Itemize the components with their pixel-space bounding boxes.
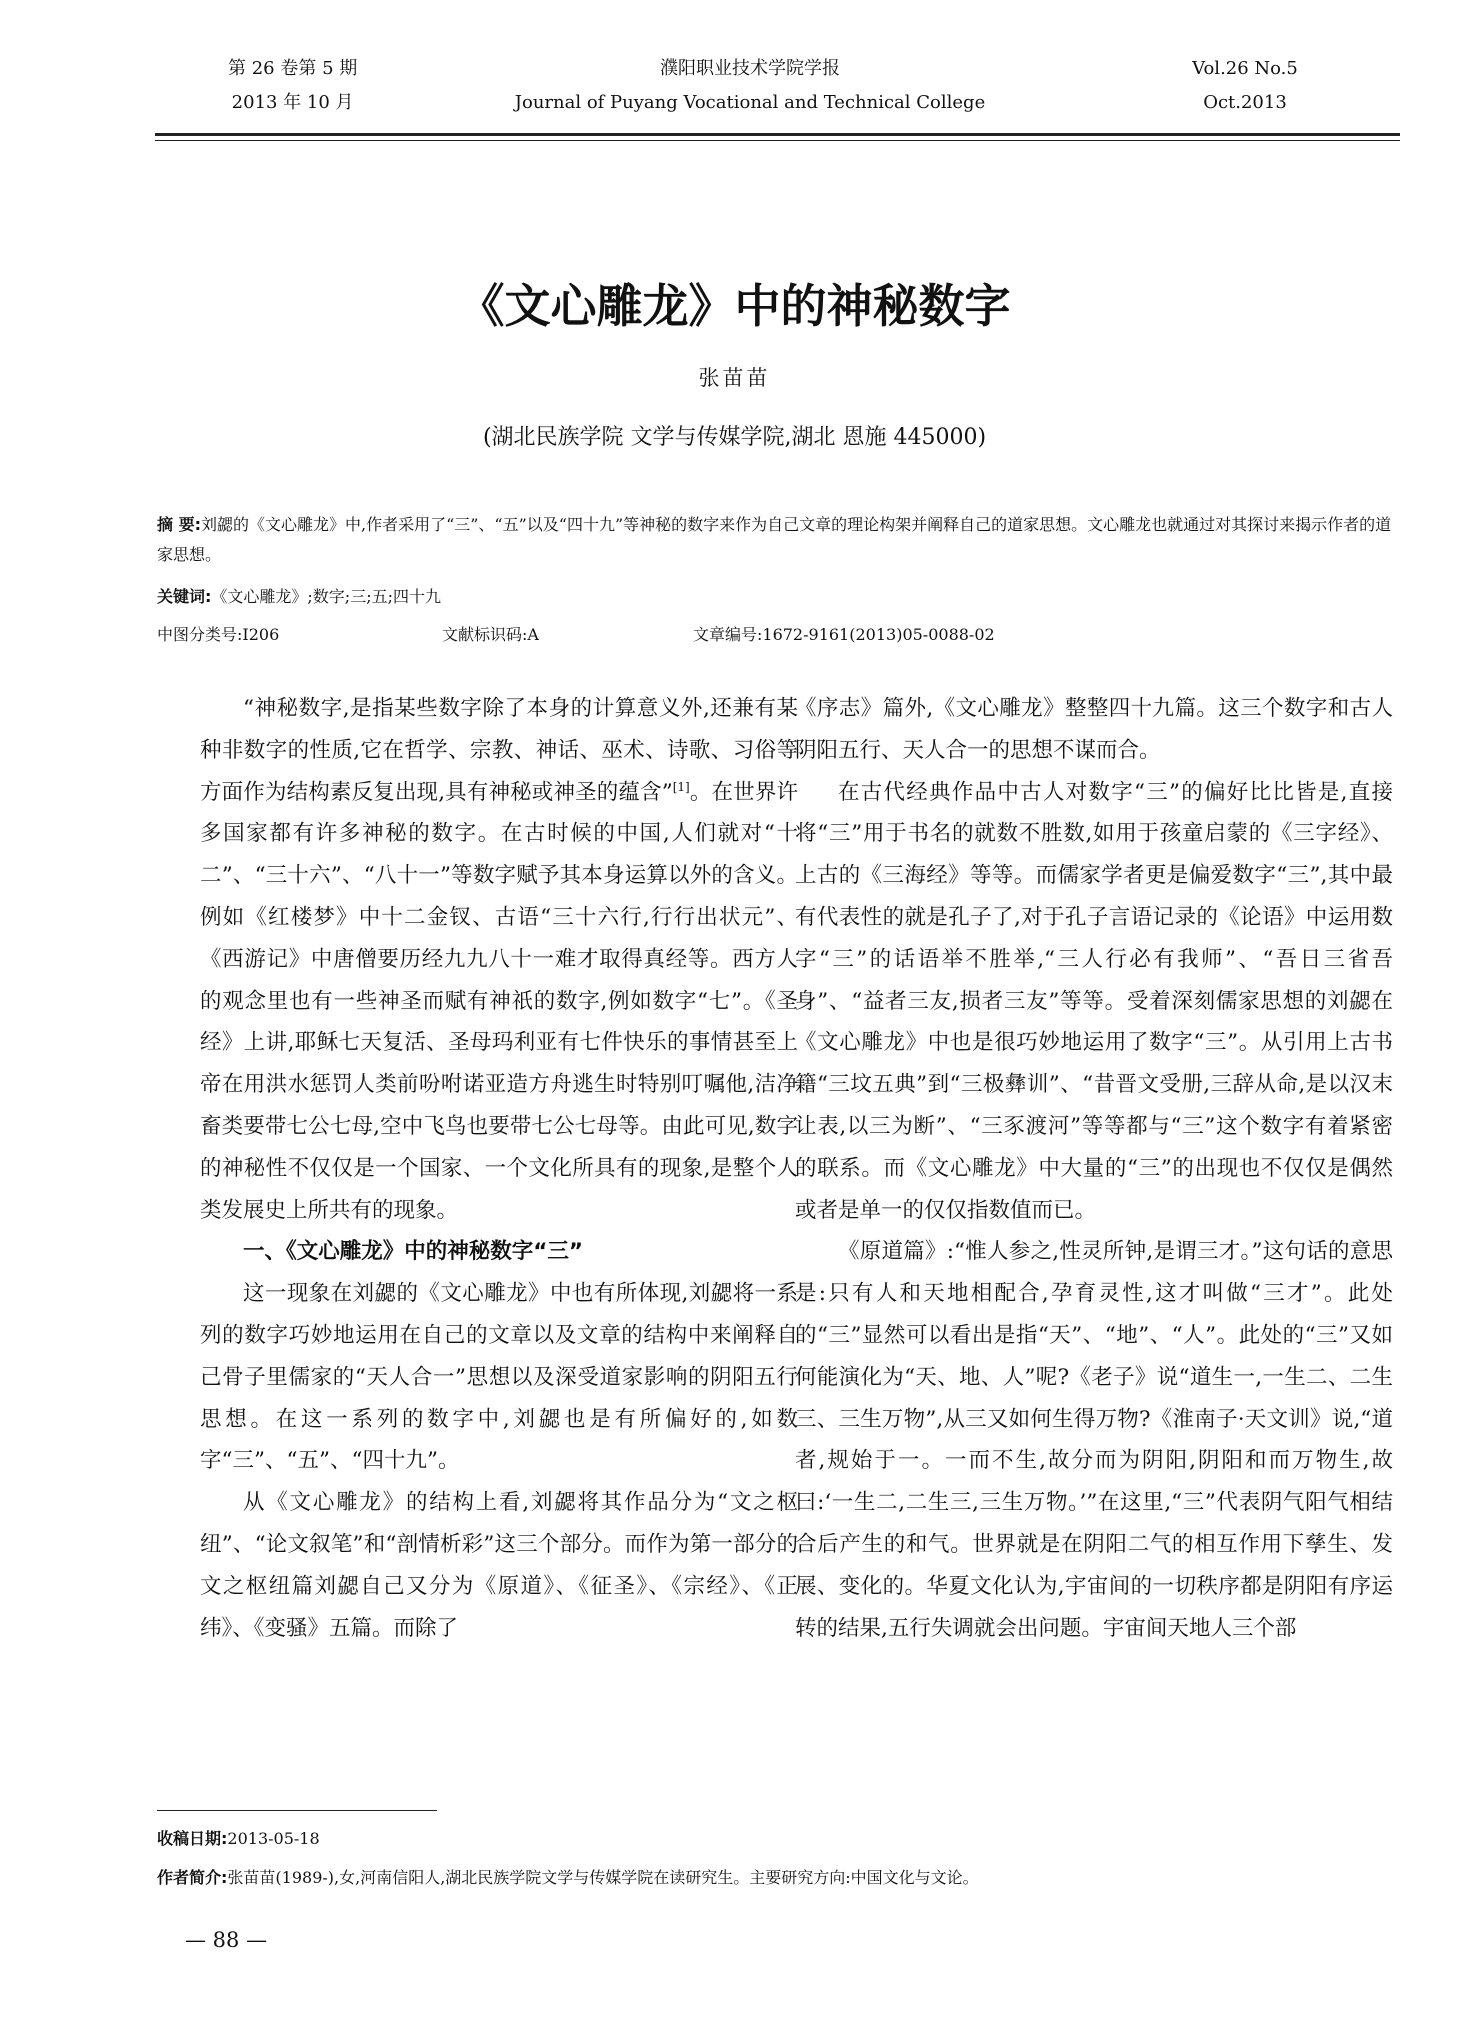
paragraph: 《序志》篇外,《文心雕龙》整整四十九篇。这三个数字和古人阴阳五行、天人合一的思想不谋而合。 — [795, 696, 1393, 763]
article-title: 《文心雕龙》中的神秘数字 — [458, 279, 1011, 333]
bio-label: 作者简介: — [157, 1868, 228, 1887]
paragraph: 《原道篇》:“惟人参之,性灵所钟,是谓三才。”这句话的意思是:只有人和天地相配合,孕育灵性,这才叫做“三才”。此处的“三”显然可以看出是指“天”、“地”、“人”。此处的“三”又如何能演化为“天、地、人”呢?《老子》说“道生一,一生二、二生三、三生万物”,从三又如何生得万物?《淮南子·天文训》说,“道者,规始于一。一而不生,故分而为阴阳,阴阳和而万物生,故曰:‘一生二,二生三,三生万物。’”在这里,“三”代表阴气阳气相结合后产生的和气。世界就是在阴阳二气的相互作用下孳生、发展、变化的。华夏文化认为,宇宙间的一切秩序都是阴阳有序运转的结果,五行失调就会出问题。宇宙间天地人三个部 — [795, 1239, 1393, 1641]
received-date: 收稿日期:2013-05-18 — [157, 1829, 320, 1848]
volume-label: Vol.26 No.5 — [1192, 58, 1298, 79]
citation-ref: [1] — [672, 779, 690, 794]
header-right — [1170, 52, 1320, 120]
page-number: — 88 — — [185, 1928, 268, 1952]
document-code: 文献标识码:A — [442, 625, 539, 644]
paragraph: 这一现象在刘勰的《文心雕龙》中也有所体现,刘勰将一系列的数字巧妙地运用在自己的文章以及文章的结构中来阐释自己骨子里儒家的“天人合一”思想以及深受道家影响的阴阳五行思想。在这一系列的数字中,刘勰也是有所偏好的,如数字“三”、“五”、“四十九”。 — [200, 1281, 798, 1474]
paragraph: “神秘数字,是指某些数字除了本身的计算意义外,还兼有某种非数字的性质,它在哲学、宗教、神话、巫术、诗歌、习俗等方面作为结构素反复出现,具有神秘或神圣的蕴含”[1]。在世界许多国家都有许多神秘的数字。在古时候的中国,人们就对“十二”、“三十六”、“八十一”等数字赋予其本身运算以外的含义。例如《红楼梦》中十二金钗、古语“三十六行,行行出状元”、《西游记》中唐僧要历经九九八十一难才取得真经等。西方人的观念里也有一些神圣而赋有神祇的数字,例如数字“七”。《圣经》上讲,耶稣七天复活、圣母玛利亚有七件快乐的事情甚至上帝在用洪水惩罚人类前吩咐诺亚造方舟逃生时特别叮嘱他,洁净畜类要带七公七母,空中飞鸟也要带七公七母等。由此可见,数字的神秘性不仅仅是一个国家、一个文化所具有的现象,是整个人类发展史上所共有的现象。 — [200, 696, 798, 1223]
body-column-left — [200, 688, 798, 1649]
date-label: 2013 年 10 月 — [231, 92, 354, 113]
paragraph: 从《文心雕龙》的结构上看,刘勰将其作品分为“文之枢纽”、“论文叙笔”和“剖情析彩”这三个部分。而作为第一部分的文之枢纽篇刘勰自己又分为《原道》、《征圣》、《宗经》、《正纬》、《变骚》五篇。而除了 — [200, 1490, 798, 1641]
affiliation: (湖北民族学院 文学与传媒学院,湖北 恩施 445000) — [482, 425, 987, 450]
author-bio: 作者简介:张苗苗(1989-),女,河南信阳人,湖北民族学院文学与传媒学院在读研究生。主要研究方向:中国文化与文论。 — [157, 1868, 979, 1887]
footnote-rule — [157, 1810, 437, 1811]
keywords-text: 《文心雕龙》;数字;三;五;四十九 — [211, 587, 441, 606]
date-en-label: Oct.2013 — [1203, 92, 1287, 113]
header-rule-thin — [155, 140, 1400, 141]
body-column-right — [795, 688, 1393, 1649]
keywords — [157, 582, 1397, 612]
article-number: 文章编号:1672-9161(2013)05-0088-02 — [693, 625, 995, 644]
paragraph: 在古代经典作品中古人对数字“三”的偏好比比皆是,直接将“三”用于书名的就数不胜数,如用于孩童启蒙的《三字经》、上古的《三海经》等等。而儒家学者更是偏爱数字“三”,其中最有代表性的就是孔子了,对于孔子言语记录的《论语》中运用数字“三”的话语举不胜举,“三人行必有我师”、“吾日三省吾身”、“益者三友,损者三友”等等。受着深刻儒家思想的刘勰在《文心雕龙》中也是很巧妙地运用了数字“三”。从引用上古书籍“三坟五典”到“三极彝训”、“昔晋文受册,三辞从命,是以汉末让表,以三为断”、“三豕渡河”等等都与“三”这个数字有着紧密的联系。而《文心雕龙》中大量的“三”的出现也不仅仅是偶然或者是单一的仅仅指数值而已。 — [795, 779, 1393, 1223]
abstract — [157, 510, 1397, 570]
abstract-text: 刘勰的《文心雕龙》中,作者采用了“三”、“五”以及“四十九”等神秘的数字来作为自己文章的理论构架并阐释自己的道家思想。文心雕龙也就通过对其探讨来揭示作者的道家思想。 — [157, 515, 1392, 564]
abstract-label: 摘 要: — [157, 515, 201, 534]
journal-name-cn: 濮阳职业技术学院学报 — [660, 58, 840, 79]
header-left — [228, 52, 357, 120]
received-label: 收稿日期: — [157, 1829, 228, 1848]
keywords-label: 关键词: — [157, 587, 212, 606]
journal-name-en: Journal of Puyang Vocational and Technical College — [514, 92, 986, 113]
clc-code: 中图分类号:I206 — [157, 625, 280, 644]
author-name: 张苗苗 — [698, 366, 771, 390]
issue-label: 第 26 卷第 5 期 — [228, 58, 358, 79]
section-heading: 一、《文心雕龙》中的神秘数字“三” — [243, 1239, 584, 1265]
header-rule-thick — [155, 133, 1400, 136]
header-center — [450, 52, 1050, 120]
